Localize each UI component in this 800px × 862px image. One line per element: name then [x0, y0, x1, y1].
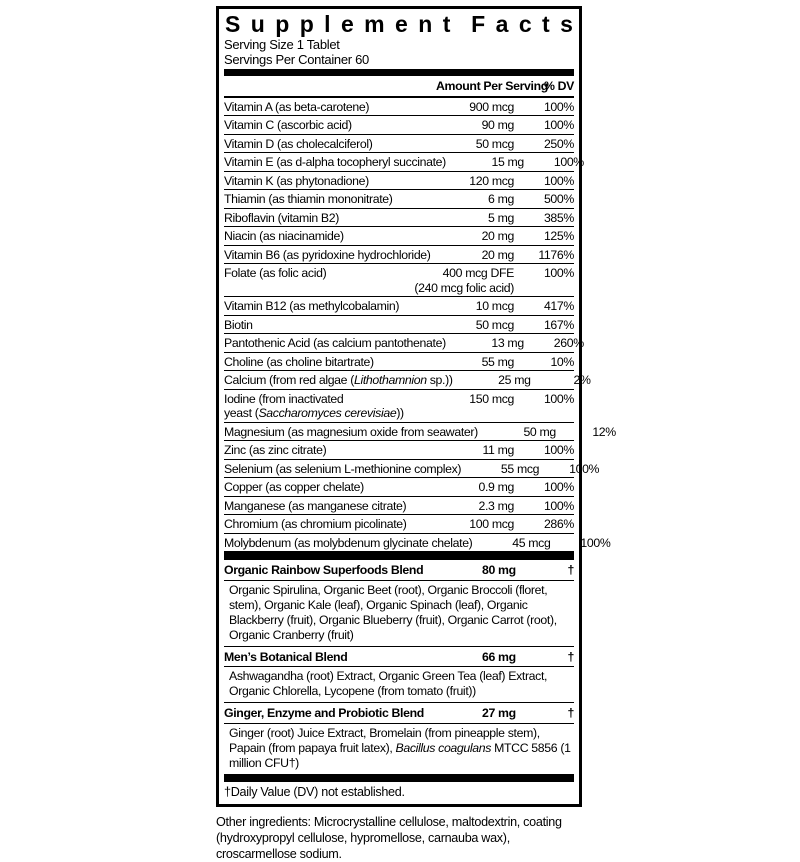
title-letter: a [495, 10, 509, 37]
blend-sections [224, 560, 574, 774]
nutrient-amount: 50 mcg [475, 317, 514, 332]
nutrient-row [224, 264, 574, 297]
nutrient-name: Selenium (as selenium L-methionine complex) [224, 461, 462, 476]
blend-amount: 66 mg [482, 649, 516, 664]
nutrient-dv: 100% [543, 480, 574, 494]
nutrient-row [224, 227, 574, 246]
title-letter: p [275, 10, 290, 37]
nutrient-amount: 6 mg [488, 192, 514, 206]
nutrient-amount: 45 mcg [512, 535, 551, 550]
nutrient-row [224, 390, 574, 423]
nutrient-dv: 100% [543, 391, 574, 406]
nutrient-name: Iodine (from inactivated yeast (Saccharomyces cerevisiae)) [224, 391, 404, 420]
divider-bar-middle [224, 552, 574, 560]
nutrient-name: Vitamin B6 (as pyridoxine hydrochloride) [224, 247, 431, 262]
nutrient-row [224, 515, 574, 534]
nutrient-row [224, 246, 574, 265]
nutrient-name: Vitamin B12 (as methylcobalamin) [224, 299, 400, 313]
nutrient-dv: 12% [592, 424, 616, 439]
nutrient-amount: 900 mcg [469, 99, 514, 114]
nutrient-dv: 10% [550, 354, 574, 369]
nutrient-name: Vitamin E (as d-alpha tocopheryl succinate) [224, 155, 446, 169]
dv-column-header: % DV [543, 79, 574, 93]
nutrient-dv: 1176% [538, 247, 574, 262]
nutrient-amount: 11 mg [482, 443, 514, 457]
title-letter: u [250, 10, 265, 37]
nutrient-amount: 20 mg [481, 229, 514, 243]
nutrient-amount-secondary: (240 mcg folic acid) [414, 280, 514, 295]
title-letter: e [340, 10, 354, 37]
nutrient-amount: 90 mg [481, 118, 514, 132]
nutrient-row [224, 441, 574, 460]
nutrient-amount: 120 mcg [469, 173, 514, 188]
nutrient-dv: 385% [543, 210, 574, 225]
nutrient-dv: 260% [553, 336, 584, 350]
nutrient-row [224, 534, 611, 553]
nutrient-amount: 15 mg [491, 155, 524, 169]
nutrient-row [224, 478, 574, 497]
nutrient-name: Vitamin D (as cholecalciferol) [224, 136, 373, 151]
blend-ingredients: Ginger (root) Juice Extract, Bromelain (from pineapple stem), Papain (from papaya fruit latex), Bacillus coagulans MTCC 5856 (1 million CFU†) [229, 725, 571, 770]
nutrient-row [224, 172, 574, 191]
title-letter: t [542, 10, 550, 37]
nutrient-amount: 100 mcg [469, 517, 514, 531]
column-header-row [224, 76, 574, 98]
nutrient-row [224, 316, 574, 335]
nutrient-name: Zinc (as zinc citrate) [224, 443, 327, 457]
nutrient-amount: 0.9 mg [478, 480, 514, 494]
nutrient-row [224, 98, 574, 117]
title-letter: n [418, 10, 433, 37]
nutrient-amount: 50 mcg [475, 136, 514, 151]
nutrient-name: Vitamin A (as beta-carotene) [224, 99, 370, 114]
blend-name: Men’s Botanical Blend [224, 649, 348, 664]
amount-column-header: Amount Per Serving [436, 79, 548, 93]
nutrient-name: Vitamin K (as phytonadione) [224, 173, 369, 188]
nutrient-dv: 100% [569, 461, 600, 476]
nutrient-name: Niacin (as niacinamide) [224, 229, 344, 243]
nutrient-amount: 50 mg [523, 424, 556, 439]
nutrient-name: Manganese (as manganese citrate) [224, 498, 407, 513]
nutrient-amount: 13 mg [491, 336, 524, 350]
nutrient-row [224, 334, 584, 353]
title-letter: e [395, 10, 408, 37]
other-ingredients: Other ingredients: Microcrystalline cellulose, maltodextrin, coating (hydroxypropyl cellulose, hypromellose, carnauba wax), croscarmellose sodium. [216, 814, 562, 861]
nutrient-dv: 167% [543, 317, 574, 332]
nutrient-row [224, 209, 574, 228]
nutrient-name: Biotin [224, 317, 253, 332]
nutrient-dv: 250% [543, 136, 574, 151]
nutrient-amount: 150 mcg [469, 391, 514, 406]
supplement-facts-panel [216, 6, 616, 807]
nutrient-table [224, 98, 616, 553]
nutrient-amount: 55 mg [481, 354, 514, 369]
nutrient-row [224, 297, 574, 316]
nutrient-name: Folate (as folic acid) [224, 266, 327, 280]
nutrient-dv: 100% [543, 99, 574, 114]
dv-footnote: †Daily Value (DV) not established. [224, 784, 405, 799]
blend-amount: 27 mg [482, 706, 516, 720]
nutrient-dv: 100% [543, 173, 574, 188]
nutrient-name: Chromium (as chromium picolinate) [224, 517, 407, 531]
nutrient-dv: 100% [543, 266, 574, 280]
nutrient-dv: 2% [573, 373, 591, 387]
nutrient-row [224, 153, 584, 172]
title-letter: S [225, 10, 241, 37]
serving-size: Serving Size 1 Tablet [224, 37, 340, 52]
nutrient-amount: 55 mcg [500, 461, 540, 476]
blend-header-row [224, 647, 574, 668]
nutrient-dv: 100% [543, 118, 574, 132]
title-letter: m [364, 10, 385, 37]
title-letter: c [518, 10, 532, 37]
nutrient-dv: 417% [543, 299, 574, 313]
blend-dv-dagger: † [567, 563, 574, 577]
blend-amount: 80 mg [482, 563, 516, 577]
blend-name: Ginger, Enzyme and Probiotic Blend [224, 706, 424, 720]
nutrient-dv: 100% [580, 535, 611, 550]
title-letter: p [299, 10, 314, 37]
blend-ingredients: Organic Spirulina, Organic Beet (root), Organic Broccoli (floret, stem), Organic Kale (leaf), Organic Spinach (leaf), Organic Blackberry (fruit), Organic Blueberry (fruit), Organic Carrot (root), Organic Cranberry (fruit) [224, 581, 574, 647]
blend-header-row [224, 560, 574, 581]
nutrient-amount: 10 mcg [475, 299, 514, 313]
title-letter: s [560, 10, 573, 37]
nutrient-row [224, 497, 574, 516]
nutrient-row [224, 371, 591, 390]
nutrient-name: Thiamin (as thiamin mononitrate) [224, 192, 393, 206]
nutrient-name: Molybdenum (as molybdenum glycinate chelate) [224, 535, 473, 550]
nutrient-row [224, 423, 616, 442]
nutrient-row [224, 116, 574, 135]
blend-name: Organic Rainbow Superfoods Blend [224, 563, 424, 577]
nutrient-name: Riboflavin (vitamin B2) [224, 210, 339, 225]
title-letter: F [471, 10, 486, 37]
nutrient-amount: 2.3 mg [478, 498, 514, 513]
nutrient-amount: 400 mcg DFE (240 mcg folic acid) [414, 266, 514, 295]
nutrient-name: Calcium (from red algae (Lithothamnion sp.)) [224, 373, 453, 387]
nutrient-dv: 100% [553, 155, 584, 169]
nutrient-dv: 500% [543, 192, 574, 206]
panel-title [224, 11, 574, 37]
divider-bar-top [224, 69, 574, 76]
servings-per-container: Servings Per Container 60 [224, 52, 369, 67]
nutrient-amount: 20 mg [481, 247, 514, 262]
blend-dv-dagger: † [567, 706, 574, 720]
nutrient-row [224, 190, 574, 209]
divider-bar-bottom [224, 774, 574, 782]
nutrient-name: Pantothenic Acid (as calcium pantothenate) [224, 336, 446, 350]
nutrient-name: Copper (as copper chelate) [224, 480, 364, 494]
nutrient-row [224, 353, 574, 372]
nutrient-dv: 100% [543, 443, 574, 457]
nutrient-dv: 125% [543, 229, 574, 243]
title-letter: t [442, 10, 451, 37]
blend-dv-dagger: † [567, 649, 574, 664]
nutrient-amount: 25 mg [498, 373, 531, 387]
title-letter: l [324, 10, 331, 37]
nutrient-dv: 286% [543, 517, 574, 531]
nutrient-row [224, 135, 574, 154]
supplement-label [216, 6, 616, 862]
nutrient-dv: 100% [543, 498, 574, 513]
nutrient-name: Vitamin C (ascorbic acid) [224, 118, 352, 132]
nutrient-amount: 5 mg [488, 210, 514, 225]
nutrient-name: Magnesium (as magnesium oxide from seawater) [224, 424, 478, 439]
nutrient-name: Choline (as choline bitartrate) [224, 354, 374, 369]
blend-ingredients: Ashwagandha (root) Extract, Organic Green Tea (leaf) Extract, Organic Chlorella, Lycopene (from tomato (fruit)) [224, 667, 574, 703]
blend-header-row [224, 703, 574, 724]
nutrient-row [224, 460, 600, 479]
